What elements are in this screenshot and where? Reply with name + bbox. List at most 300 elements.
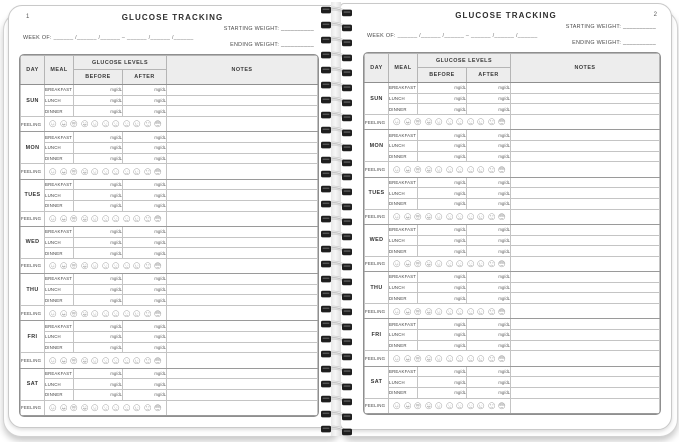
feeling-label: FEELING	[21, 164, 45, 179]
meal-row	[365, 388, 660, 399]
notes-field	[511, 340, 660, 351]
sick-face-icon	[154, 120, 162, 128]
notes-field	[167, 248, 318, 259]
after-glucose-field: mg/dL	[123, 142, 167, 153]
notes-field	[167, 342, 318, 353]
feeling-label: FEELING	[365, 115, 389, 130]
meal-label: BREAKFAST	[389, 130, 418, 141]
notes-field	[511, 398, 660, 413]
notes-field	[511, 224, 660, 235]
notes-field	[511, 162, 660, 177]
meal-label: BREAKFAST	[45, 132, 74, 143]
before-glucose-field: mg/dL	[418, 177, 467, 188]
notes-field	[167, 153, 318, 164]
ending-weight-blank-field: __________	[623, 40, 656, 46]
feeling-scale	[389, 351, 511, 366]
after-glucose-field: mg/dL	[123, 85, 167, 96]
sick-face-icon	[498, 213, 506, 221]
spiral-coil	[313, 50, 359, 63]
cool-face-icon	[414, 166, 422, 174]
notes-field	[511, 93, 660, 104]
spiral-coil	[313, 274, 359, 287]
spiral-coil-icon	[313, 259, 359, 272]
notes-field	[511, 293, 660, 304]
weight-lines	[224, 25, 314, 50]
spiral-coil	[313, 334, 359, 347]
week-of-blank-field: ______ /______ /______ – ______ /______ /______	[397, 33, 538, 39]
frowning-face-icon	[112, 215, 120, 223]
laughing-face-icon	[425, 166, 433, 174]
after-glucose-field: mg/dL	[123, 321, 167, 332]
meal-label: LUNCH	[389, 377, 418, 388]
grinning-face-icon	[404, 355, 412, 363]
meal-row	[21, 342, 318, 353]
spiral-coil	[313, 35, 359, 48]
crying-face-icon	[477, 166, 485, 174]
before-glucose-field: mg/dL	[74, 142, 123, 153]
spiral-coil	[313, 304, 359, 317]
spiral-coil	[313, 20, 359, 33]
smiling-face-icon	[393, 355, 401, 363]
meal-row	[21, 321, 318, 332]
spiral-coil	[313, 229, 359, 242]
meal-label: LUNCH	[45, 284, 74, 295]
laughing-face-icon	[425, 308, 433, 316]
frowning-face-icon	[112, 168, 120, 176]
meal-row	[365, 140, 660, 151]
sad-face-icon	[467, 308, 475, 316]
day-cell: WED	[21, 226, 45, 258]
crying-face-icon	[133, 262, 141, 270]
frowning-face-icon	[112, 404, 120, 412]
meal-label: BREAKFAST	[45, 274, 74, 285]
meal-label: DINNER	[45, 342, 74, 353]
before-glucose-field: mg/dL	[418, 377, 467, 388]
spiral-coil	[313, 155, 359, 168]
sick-face-icon	[154, 357, 162, 365]
cool-face-icon	[414, 308, 422, 316]
feeling-scale-icons	[45, 120, 166, 128]
feeling-scale	[45, 117, 167, 132]
angry-face-icon	[488, 308, 496, 316]
neutral-face-icon	[435, 355, 443, 363]
day-cell: FRI	[21, 321, 45, 353]
after-glucose-field: mg/dL	[467, 177, 511, 188]
meal-label: DINNER	[389, 151, 418, 162]
notes-field	[167, 306, 318, 321]
weight-lines	[566, 23, 656, 48]
notebook-page	[340, 3, 672, 430]
meal-row	[365, 235, 660, 246]
neutral-face-icon	[91, 310, 99, 318]
sad-face-icon	[467, 213, 475, 221]
meal-label: LUNCH	[45, 379, 74, 390]
notes-field	[167, 95, 318, 106]
after-glucose-field: mg/dL	[123, 342, 167, 353]
feeling-scale-icons	[389, 355, 510, 363]
smiling-face-icon	[49, 310, 57, 318]
feeling-scale-icons	[389, 213, 510, 221]
spiral-coil-icon	[313, 394, 359, 407]
day-cell: TUES	[365, 177, 389, 209]
spiral-coil-icon	[313, 125, 359, 138]
sick-face-icon	[498, 260, 506, 268]
sad-face-icon	[467, 355, 475, 363]
spiral-coil-icon	[313, 80, 359, 93]
cool-face-icon	[70, 168, 78, 176]
after-glucose-field: mg/dL	[123, 190, 167, 201]
after-glucose-field: mg/dL	[123, 226, 167, 237]
frowning-face-icon	[456, 308, 464, 316]
crying-face-icon	[477, 260, 485, 268]
meal-label: DINNER	[45, 390, 74, 401]
meal-label: LUNCH	[45, 95, 74, 106]
notes-field	[167, 390, 318, 401]
sick-face-icon	[154, 168, 162, 176]
angry-face-icon	[488, 402, 496, 410]
before-glucose-field: mg/dL	[74, 342, 123, 353]
angry-face-icon	[488, 260, 496, 268]
day-cell: SUN	[365, 83, 389, 115]
notes-field	[167, 368, 318, 379]
notes-field	[511, 235, 660, 246]
before-glucose-field: mg/dL	[74, 153, 123, 164]
sad-face-icon	[123, 404, 131, 412]
notes-field	[511, 330, 660, 341]
feeling-label: FEELING	[365, 209, 389, 224]
spiral-coil-icon	[313, 110, 359, 123]
feeling-scale-icons	[389, 166, 510, 174]
meal-row	[365, 282, 660, 293]
slightly-frowning-face-icon	[102, 120, 110, 128]
notes-field	[167, 85, 318, 96]
smiling-face-icon	[393, 118, 401, 126]
after-glucose-field: mg/dL	[123, 132, 167, 143]
after-glucose-field: mg/dL	[467, 188, 511, 199]
notes-field	[167, 226, 318, 237]
notes-field	[511, 282, 660, 293]
meal-label: DINNER	[45, 106, 74, 117]
meal-label: DINNER	[389, 388, 418, 399]
crying-face-icon	[477, 308, 485, 316]
spiral-coil	[313, 95, 359, 108]
grinning-face-icon	[60, 310, 68, 318]
frowning-face-icon	[112, 120, 120, 128]
after-glucose-field: mg/dL	[467, 377, 511, 388]
neutral-face-icon	[91, 168, 99, 176]
meal-row	[365, 188, 660, 199]
meal-label: LUNCH	[389, 330, 418, 341]
feeling-label: FEELING	[21, 400, 45, 415]
grinning-face-icon	[60, 215, 68, 223]
spiral-coil	[313, 244, 359, 257]
meal-row	[21, 95, 318, 106]
spiral-coil	[313, 80, 359, 93]
meal-label: DINNER	[389, 246, 418, 257]
after-glucose-field: mg/dL	[467, 104, 511, 115]
day-cell: THU	[21, 274, 45, 306]
day-cell: TUES	[21, 179, 45, 211]
cool-face-icon	[70, 120, 78, 128]
meal-label: LUNCH	[45, 190, 74, 201]
feeling-row	[21, 117, 318, 132]
cool-face-icon	[414, 402, 422, 410]
sick-face-icon	[154, 310, 162, 318]
glucose-table-frame	[363, 52, 661, 415]
smiling-face-icon	[49, 215, 57, 223]
cool-face-icon	[70, 404, 78, 412]
meal-row	[365, 104, 660, 115]
before-glucose-field: mg/dL	[74, 332, 123, 343]
sick-face-icon	[498, 166, 506, 174]
glucose-table-frame	[19, 54, 319, 417]
column-header-before: BEFORE	[418, 68, 467, 83]
notes-field	[511, 177, 660, 188]
cool-face-icon	[414, 213, 422, 221]
feeling-label: FEELING	[365, 162, 389, 177]
feeling-label: FEELING	[21, 353, 45, 368]
page-meta	[363, 23, 661, 50]
after-glucose-field: mg/dL	[123, 390, 167, 401]
meal-row	[365, 330, 660, 341]
feeling-label: FEELING	[21, 211, 45, 226]
after-glucose-field: mg/dL	[123, 295, 167, 306]
spiral-coil-icon	[313, 199, 359, 212]
grinning-face-icon	[404, 118, 412, 126]
day-cell: THU	[365, 272, 389, 304]
angry-face-icon	[488, 118, 496, 126]
spiral-coil	[313, 364, 359, 377]
after-glucose-field: mg/dL	[467, 140, 511, 151]
meal-label: LUNCH	[45, 142, 74, 153]
feeling-scale	[45, 306, 167, 321]
before-glucose-field: mg/dL	[74, 132, 123, 143]
sick-face-icon	[154, 404, 162, 412]
notes-field	[167, 284, 318, 295]
after-glucose-field: mg/dL	[123, 106, 167, 117]
spiral-coil-icon	[313, 409, 359, 422]
slightly-frowning-face-icon	[446, 308, 454, 316]
cool-face-icon	[70, 215, 78, 223]
column-header-glucose-levels: GLUCOSE LEVELS	[74, 56, 167, 70]
day-cell: SAT	[21, 368, 45, 400]
feeling-scale-icons	[45, 310, 166, 318]
after-glucose-field: mg/dL	[467, 272, 511, 283]
meal-label: LUNCH	[389, 93, 418, 104]
smiling-face-icon	[49, 357, 57, 365]
cool-face-icon	[70, 357, 78, 365]
meal-label: BREAKFAST	[389, 177, 418, 188]
feeling-scale-icons	[45, 357, 166, 365]
laughing-face-icon	[81, 357, 89, 365]
notes-field	[511, 104, 660, 115]
meal-row	[21, 142, 318, 153]
neutral-face-icon	[91, 357, 99, 365]
spiral-coil-icon	[313, 5, 359, 18]
crying-face-icon	[133, 168, 141, 176]
before-glucose-field: mg/dL	[74, 95, 123, 106]
meal-row	[21, 295, 318, 306]
meal-row	[21, 179, 318, 190]
sad-face-icon	[123, 215, 131, 223]
notes-field	[167, 237, 318, 248]
feeling-scale	[45, 258, 167, 273]
notes-field	[167, 142, 318, 153]
slightly-frowning-face-icon	[102, 310, 110, 318]
after-glucose-field: mg/dL	[467, 366, 511, 377]
grinning-face-icon	[404, 308, 412, 316]
before-glucose-field: mg/dL	[418, 224, 467, 235]
column-header-before: BEFORE	[74, 70, 123, 85]
feeling-label: FEELING	[365, 256, 389, 271]
feeling-scale	[45, 164, 167, 179]
sad-face-icon	[123, 168, 131, 176]
slightly-frowning-face-icon	[102, 357, 110, 365]
laughing-face-icon	[81, 168, 89, 176]
meal-label: BREAKFAST	[45, 321, 74, 332]
ending-weight-label: ENDING WEIGHT:	[572, 40, 622, 46]
laughing-face-icon	[81, 262, 89, 270]
before-glucose-field: mg/dL	[74, 321, 123, 332]
feeling-row	[365, 209, 660, 224]
sick-face-icon	[498, 355, 506, 363]
angry-face-icon	[488, 166, 496, 174]
feeling-scale-icons	[389, 308, 510, 316]
spiral-coil-icon	[313, 289, 359, 302]
before-glucose-field: mg/dL	[74, 106, 123, 117]
page-number: 1	[26, 14, 30, 20]
spiral-coil-icon	[313, 364, 359, 377]
notes-field	[511, 198, 660, 209]
spiral-coil-icon	[313, 140, 359, 153]
meal-row	[21, 85, 318, 96]
sad-face-icon	[467, 118, 475, 126]
notes-field	[511, 388, 660, 399]
smiling-face-icon	[393, 402, 401, 410]
spiral-coil-icon	[313, 349, 359, 362]
spiral-coil-icon	[313, 214, 359, 227]
sad-face-icon	[467, 402, 475, 410]
slightly-frowning-face-icon	[102, 168, 110, 176]
angry-face-icon	[144, 310, 152, 318]
meal-label: DINNER	[45, 295, 74, 306]
meal-label: BREAKFAST	[389, 366, 418, 377]
laughing-face-icon	[81, 404, 89, 412]
meal-label: LUNCH	[389, 188, 418, 199]
week-of-blank-field: ______ /______ /______ – ______ /______ /______	[53, 35, 194, 41]
frowning-face-icon	[456, 355, 464, 363]
ending-weight-line	[224, 41, 314, 50]
column-header-meal: MEAL	[389, 54, 418, 83]
meal-row	[21, 153, 318, 164]
after-glucose-field: mg/dL	[467, 151, 511, 162]
notebook-page	[8, 5, 337, 428]
before-glucose-field: mg/dL	[74, 179, 123, 190]
after-glucose-field: mg/dL	[467, 224, 511, 235]
feeling-row	[21, 400, 318, 415]
feeling-scale-icons	[45, 215, 166, 223]
frowning-face-icon	[456, 213, 464, 221]
smiling-face-icon	[49, 404, 57, 412]
notes-field	[511, 83, 660, 94]
spiral-coil	[313, 289, 359, 302]
angry-face-icon	[488, 213, 496, 221]
spiral-coil-icon	[313, 50, 359, 63]
after-glucose-field: mg/dL	[123, 200, 167, 211]
after-glucose-field: mg/dL	[123, 248, 167, 259]
smiling-face-icon	[393, 260, 401, 268]
notes-field	[511, 140, 660, 151]
meal-row	[365, 224, 660, 235]
after-glucose-field: mg/dL	[467, 330, 511, 341]
before-glucose-field: mg/dL	[418, 83, 467, 94]
notes-field	[511, 304, 660, 319]
starting-weight-blank-field: __________	[623, 24, 656, 30]
meal-label: DINNER	[389, 198, 418, 209]
page-meta	[19, 25, 319, 52]
smiling-face-icon	[49, 120, 57, 128]
feeling-scale-icons	[45, 404, 166, 412]
sad-face-icon	[123, 357, 131, 365]
after-glucose-field: mg/dL	[467, 246, 511, 257]
notes-field	[167, 132, 318, 143]
after-glucose-field: mg/dL	[123, 274, 167, 285]
glucose-table	[364, 53, 660, 414]
feeling-scale	[45, 211, 167, 226]
sick-face-icon	[498, 118, 506, 126]
angry-face-icon	[144, 168, 152, 176]
spiral-coil	[313, 169, 359, 182]
grinning-face-icon	[60, 357, 68, 365]
after-glucose-field: mg/dL	[467, 235, 511, 246]
notes-field	[511, 246, 660, 257]
column-header-meal: MEAL	[45, 56, 74, 85]
after-glucose-field: mg/dL	[123, 95, 167, 106]
ending-weight-line	[566, 39, 656, 48]
before-glucose-field: mg/dL	[74, 390, 123, 401]
crying-face-icon	[477, 402, 485, 410]
spiral-coil-icon	[313, 20, 359, 33]
feeling-scale-icons	[389, 402, 510, 410]
week-of-line	[23, 35, 194, 41]
after-glucose-field: mg/dL	[467, 93, 511, 104]
neutral-face-icon	[435, 166, 443, 174]
feeling-row	[21, 258, 318, 273]
day-cell: SUN	[21, 85, 45, 117]
column-header-day: DAY	[21, 56, 45, 85]
notes-field	[511, 209, 660, 224]
laughing-face-icon	[425, 355, 433, 363]
column-header-notes: NOTES	[511, 54, 660, 83]
feeling-label: FEELING	[365, 398, 389, 413]
spiral-coil	[313, 409, 359, 422]
week-of-label: WEEK OF:	[23, 35, 52, 41]
smiling-face-icon	[393, 166, 401, 174]
grinning-face-icon	[404, 166, 412, 174]
spiral-coil	[313, 125, 359, 138]
feeling-scale-icons	[45, 262, 166, 270]
notes-field	[511, 256, 660, 271]
notes-field	[167, 164, 318, 179]
slightly-frowning-face-icon	[446, 260, 454, 268]
angry-face-icon	[144, 215, 152, 223]
cool-face-icon	[70, 262, 78, 270]
feeling-scale	[45, 400, 167, 415]
spiral-coil	[313, 319, 359, 332]
feeling-scale-icons	[45, 168, 166, 176]
cool-face-icon	[70, 310, 78, 318]
after-glucose-field: mg/dL	[467, 83, 511, 94]
